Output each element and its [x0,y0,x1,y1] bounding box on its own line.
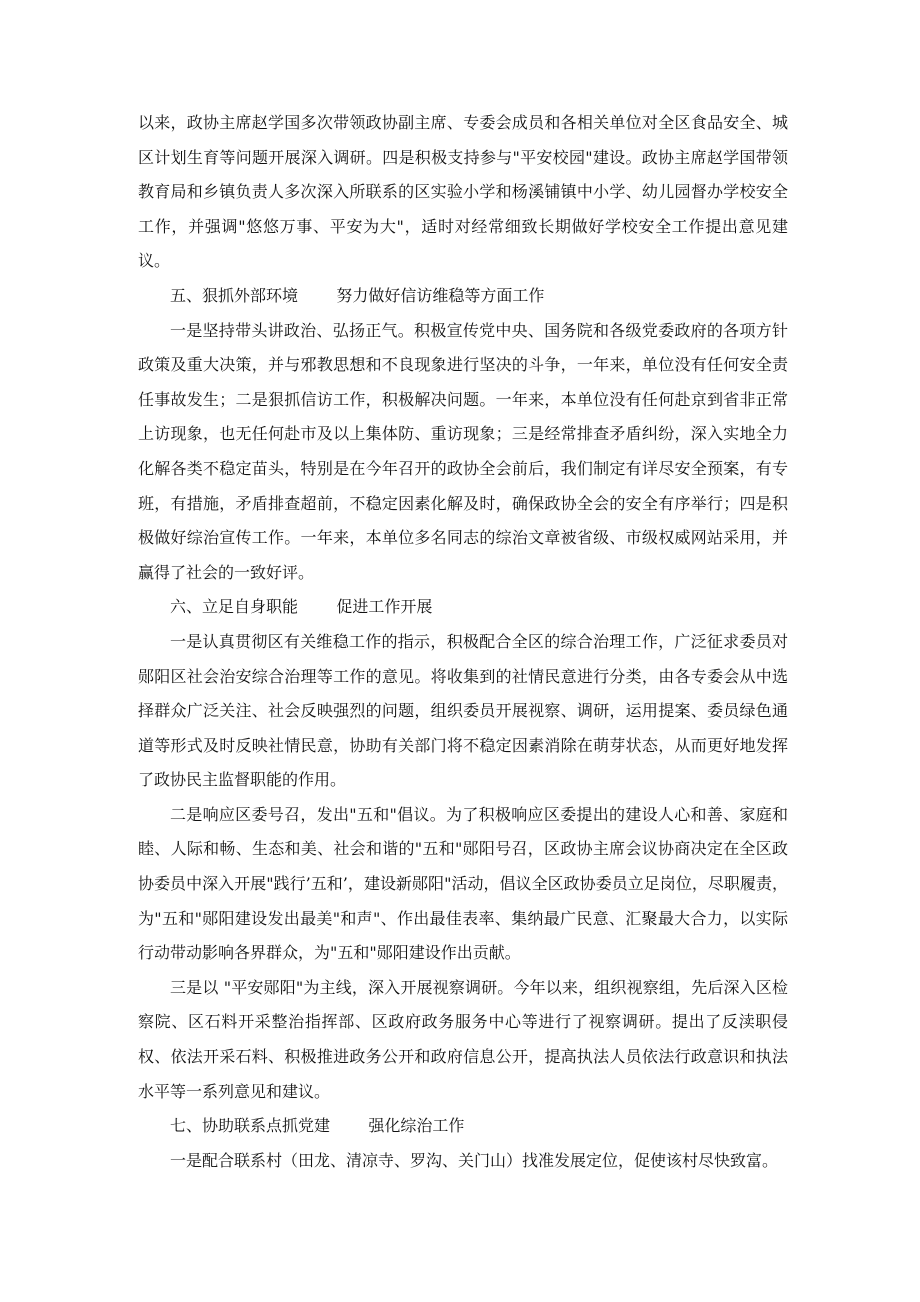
paragraph: 三是以 "平安郧阳"为主线，深入开展视察调研。今年以来，组织视察组，先后深入区检察院、区石料开采整治指挥部、区政府政务服务中心等进行了视察调研。提出了反渎职侵权、依法开采石料、积极推进政务公开和政府信息公开，提高执法人员依法行政意识和执法水平等一系列意见和建议。 [138,977,788,1101]
paragraph-continuation: 以来，政协主席赵学国多次带领政协副主席、专委会成员和各相关单位对全区食品安全、城区计划生育等问题开展深入调研。四是积极支持参与"平安校园"建设。政协主席赵学国带领教育局和乡镇负责人多次深入所联系的区实验小学和杨溪铺镇中小学、幼儿园督办学校安全工作，并强调"悠悠万事、平安为大"，适时对经常细致长期做好学校安全工作提出意见建议。 [138,113,788,271]
heading-part-1: 六、立足自身职能 [170,597,299,617]
paragraph: 一是配合联系村（田龙、清凉寺、罗沟、关门山）找准发展定位，促使该村尽快致富。 [170,1150,779,1170]
paragraph: 二是响应区委号召，发出"五和"倡议。为了积极响应区委提出的建设人心和善、家庭和睦、人际和畅、生态和美、社会和谐的"五和"郧阳号召，区政协主席会议协商决定在全区政协委员中深入开展"践行’五和’，建设新郧阳"活动，倡议全区政协委员立足岗位，尽职履责，为"五和"郧阳建设发出最美"和声"、作出最佳表率、集纳最广民意、汇聚最大合力，以实际行动带动影响各界群众，为"五和"郧阳建设作出贡献。 [138,804,788,963]
heading-part-1: 五、狠抓外部环境 [170,285,299,305]
heading-part-1: 七、协助联系点抓党建 [170,1116,331,1136]
heading-part-2: 努力做好信访维稳等方面工作 [336,285,545,305]
paragraph: 一是认真贯彻区有关维稳工作的指示，积极配合全区的综合治理工作，广泛征求委员对郧阳区社会治安综合治理等工作的意见。将收集到的社情民意进行分类，由各专委会从中选择群众广泛关注、社会反映强烈的问题，组织委员开展视察、调研，运用提案、委员绿色通道等形式及时反映社情民意，协助有关部门将不稳定因素消除在萌芽状态，从而更好地发挥了政协民主监督职能的作用。 [138,631,788,790]
paragraph: 一是坚持带头讲政治、弘扬正气。积极宣传党中央、国务院和各级党委政府的各项方针政策及重大决策，并与邪教思想和不良现象进行坚决的斗争，一年来，单位没有任何安全责任事故发生；二是狠抓信访工作，积极解决问题。一年来，本单位没有任何赴京到省非正常上访现象，也无任何赴市及以上集体防、重访现象；三是经常排查矛盾纠纷，深入实地全力化解各类不稳定苗头，特别是在今年召开的政协全会前后，我们制定有详尽安全预案，有专班，有措施，矛盾排查超前，不稳定因素化解及时，确保政协全会的安全有序举行；四是积极做好综治宣传工作。一年来，本单位多名同志的综治文章被省级、市级权威网站采用，并赢得了社会的一致好评。 [138,320,788,582]
document-page [138,106,788,1178]
section-heading-7 [138,1109,788,1144]
heading-part-2: 强化综治工作 [368,1116,465,1136]
section-heading-6 [138,590,788,625]
heading-part-2: 促进工作开展 [336,597,433,617]
section-heading-5 [138,279,788,314]
